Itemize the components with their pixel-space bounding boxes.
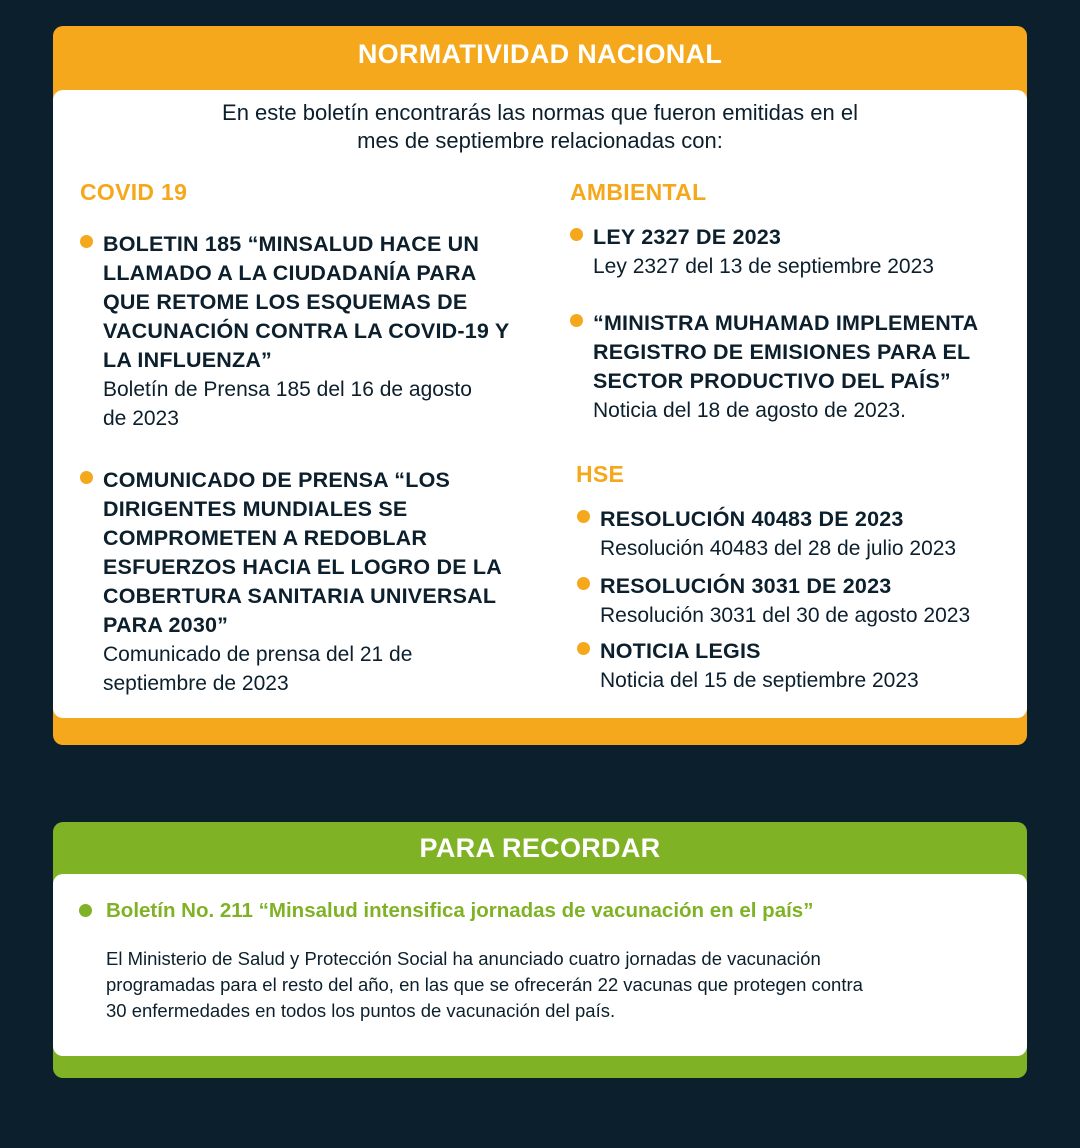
- normatividad-content: [53, 90, 1027, 718]
- covid-item-boletin-185: [103, 230, 523, 433]
- ambiental-item-ministra: [593, 309, 1013, 425]
- intro-text: [53, 99, 1027, 155]
- desc-line: Boletín de Prensa 185 del 16 de agosto: [103, 378, 472, 401]
- desc-line: 30 enfermedades en todos los puntos de vacunación del país.: [106, 1000, 616, 1021]
- item-description: Resolución 3031 del 30 de agosto 2023: [600, 604, 971, 627]
- item-title: LEY 2327 DE 2023: [593, 225, 782, 249]
- covid-item-comunicado: [103, 466, 523, 698]
- item-title: [593, 309, 1013, 396]
- item-title: RESOLUCIÓN 40483 DE 2023: [600, 507, 904, 531]
- bullet-icon: [577, 577, 590, 590]
- title-line: COBERTURA SANITARIA UNIVERSAL: [103, 584, 497, 608]
- covid-heading: COVID 19: [80, 179, 188, 205]
- desc-line: El Ministerio de Salud y Protección Social ha anunciado cuatro jornadas de vacunación: [106, 948, 821, 969]
- title-line: BOLETIN 185 “MINSALUD HACE UN: [103, 232, 480, 256]
- item-description: Ley 2327 del 13 de septiembre 2023: [593, 255, 934, 278]
- normatividad-title: NORMATIVIDAD NACIONAL: [357, 39, 723, 69]
- bullet-icon: [80, 235, 93, 248]
- title-line: COMUNICADO DE PRENSA “LOS: [103, 468, 451, 492]
- title-line: “MINISTRA MUHAMAD IMPLEMENTA: [593, 311, 979, 335]
- item-title: [103, 230, 523, 375]
- ambiental-heading: AMBIENTAL: [570, 179, 707, 205]
- title-line: REGISTRO DE EMISIONES PARA EL: [593, 340, 971, 364]
- item-description: Noticia del 15 de septiembre 2023: [600, 669, 919, 692]
- item-title: [103, 466, 523, 640]
- title-line: COMPROMETEN A REDOBLAR: [103, 526, 428, 550]
- ambiental-item-ley-2327: [593, 223, 1013, 281]
- title-line: SECTOR PRODUCTIVO DEL PAÍS”: [593, 369, 951, 393]
- item-title: NOTICIA LEGIS: [600, 639, 761, 663]
- intro-line: En este boletín encontrarás las normas que fueron emitidas en el: [222, 100, 858, 125]
- recordar-item-description: [106, 946, 946, 1024]
- recordar-item-title: Boletín No. 211 “Minsalud intensifica jornadas de vacunación en el país”: [106, 899, 814, 922]
- item-description: [103, 640, 523, 698]
- item-description: Resolución 40483 del 28 de julio 2023: [600, 537, 957, 560]
- recordar-content: [53, 874, 1027, 1056]
- desc-line: septiembre de 2023: [103, 672, 289, 695]
- desc-line: de 2023: [103, 407, 179, 430]
- recordar-card: [53, 822, 1027, 1078]
- item-description: Noticia del 18 de agosto de 2023.: [593, 399, 906, 422]
- desc-line: programadas para el resto del año, en las que se ofrecerán 22 vacunas que protegen contra: [106, 974, 863, 995]
- hse-item-resolucion-40483: [600, 505, 1020, 563]
- title-line: LA INFLUENZA”: [103, 348, 273, 372]
- item-title: RESOLUCIÓN 3031 DE 2023: [600, 574, 892, 598]
- recordar-title: PARA RECORDAR: [419, 833, 661, 863]
- normatividad-card: [53, 26, 1027, 745]
- bullet-icon: [570, 228, 583, 241]
- title-line: DIRIGENTES MUNDIALES SE: [103, 497, 408, 521]
- hse-item-noticia-legis: [600, 637, 1020, 695]
- hse-heading: HSE: [576, 461, 625, 487]
- hse-item-resolucion-3031: [600, 572, 1020, 630]
- recordar-item: [106, 898, 946, 1024]
- bullet-icon: [570, 314, 583, 327]
- item-description: [103, 375, 523, 433]
- title-line: ESFUERZOS HACIA EL LOGRO DE LA: [103, 555, 502, 579]
- bullet-icon: [79, 904, 92, 917]
- bullet-icon: [80, 471, 93, 484]
- intro-line: mes de septiembre relacionadas con:: [357, 128, 723, 153]
- title-line: LLAMADO A LA CIUDADANÍA PARA: [103, 261, 477, 285]
- title-line: PARA 2030”: [103, 613, 229, 637]
- title-line: VACUNACIÓN CONTRA LA COVID-19 Y: [103, 319, 510, 343]
- title-line: QUE RETOME LOS ESQUEMAS DE: [103, 290, 468, 314]
- desc-line: Comunicado de prensa del 21 de: [103, 643, 413, 666]
- bullet-icon: [577, 642, 590, 655]
- bullet-icon: [577, 510, 590, 523]
